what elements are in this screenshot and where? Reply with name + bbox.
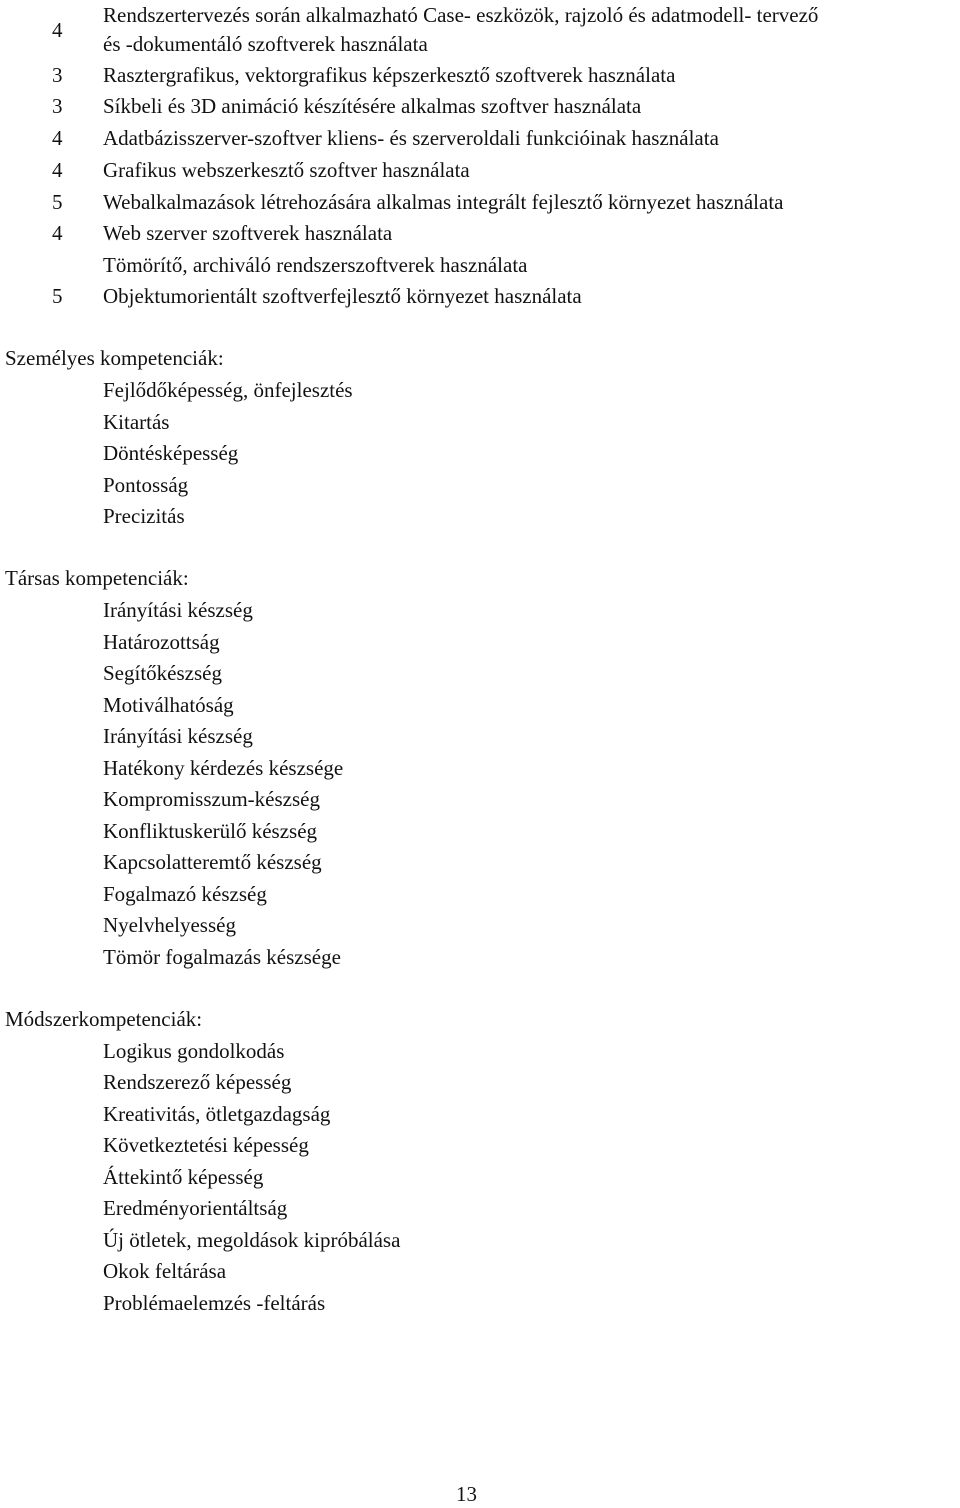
list-item: Döntésképesség bbox=[103, 441, 239, 465]
list-item: Következtetési képesség bbox=[103, 1133, 309, 1157]
skill-text: Rasztergrafikus, vektorgrafikus képszerkesztő szoftverek használata bbox=[103, 63, 676, 87]
page-number: 13 bbox=[456, 1482, 477, 1506]
skill-text: Adatbázisszerver-szoftver kliens- és szerveroldali funkcióinak használata bbox=[103, 126, 719, 150]
list-item: Fejlődőképesség, önfejlesztés bbox=[103, 378, 353, 402]
skill-text: Rendszertervezés során alkalmazható Case- eszközök, rajzoló és adatmodell- tervező bbox=[103, 3, 819, 27]
skill-level: 5 bbox=[52, 284, 63, 308]
skill-level: 4 bbox=[52, 221, 63, 245]
list-item: Határozottság bbox=[103, 630, 220, 654]
list-item: Új ötletek, megoldások kipróbálása bbox=[103, 1228, 401, 1252]
table-row bbox=[0, 155, 960, 186]
list-item: Áttekintő képesség bbox=[103, 1165, 264, 1189]
list-item: Logikus gondolkodás bbox=[103, 1039, 285, 1063]
section-heading: Módszerkompetenciák: bbox=[5, 1007, 203, 1031]
skill-level: 4 bbox=[52, 18, 63, 42]
list-item: Tömör fogalmazás készsége bbox=[103, 945, 341, 969]
list-item: Okok feltárása bbox=[103, 1259, 227, 1283]
skill-level: 4 bbox=[52, 158, 63, 182]
list-item: Nyelvhelyesség bbox=[103, 913, 236, 937]
table-row bbox=[0, 91, 960, 122]
list-item: Konfliktuskerülő készség bbox=[103, 819, 318, 843]
list-item: Segítőkészség bbox=[103, 661, 222, 685]
table-row bbox=[0, 187, 960, 218]
list-item: Fogalmazó készség bbox=[103, 882, 267, 906]
list-item: Problémaelemzés -feltárás bbox=[103, 1291, 326, 1315]
table-row bbox=[0, 218, 960, 249]
list-item: Eredményorientáltság bbox=[103, 1196, 288, 1220]
list-item: Pontosság bbox=[103, 473, 189, 497]
list-item: Irányítási készség bbox=[103, 724, 253, 748]
section-heading: Személyes kompetenciák: bbox=[5, 346, 224, 370]
skill-text: Webalkalmazások létrehozására alkalmas integrált fejlesztő környezet használata bbox=[103, 190, 784, 214]
list-item: Irányítási készség bbox=[103, 598, 253, 622]
list-item: Motiválhatóság bbox=[103, 693, 234, 717]
list-item: Rendszerező képesség bbox=[103, 1070, 292, 1094]
skill-text: és -dokumentáló szoftverek használata bbox=[103, 32, 428, 56]
list-item: Hatékony kérdezés készsége bbox=[103, 756, 344, 780]
skill-text: Objektumorientált szoftverfejlesztő környezet használata bbox=[103, 284, 582, 308]
list-item: Kapcsolatteremtő készség bbox=[103, 850, 322, 874]
skill-level: 4 bbox=[52, 126, 63, 150]
skill-text: Web szerver szoftverek használata bbox=[103, 221, 393, 245]
table-row bbox=[0, 281, 960, 312]
table-row bbox=[0, 250, 960, 281]
list-item: Precizitás bbox=[103, 504, 185, 528]
table-row bbox=[0, 123, 960, 154]
skill-level: 3 bbox=[52, 94, 63, 118]
skill-text: Síkbeli és 3D animáció készítésére alkalmas szoftver használata bbox=[103, 94, 642, 118]
skill-text: Tömörítő, archiváló rendszerszoftverek használata bbox=[103, 253, 528, 277]
section-heading: Társas kompetenciák: bbox=[5, 566, 189, 590]
skill-level: 3 bbox=[52, 63, 63, 87]
list-item: Kompromisszum-készség bbox=[103, 787, 320, 811]
skill-text: Grafikus webszerkesztő szoftver használata bbox=[103, 158, 470, 182]
skill-level: 5 bbox=[52, 190, 63, 214]
list-item: Kreativitás, ötletgazdagság bbox=[103, 1102, 331, 1126]
table-row bbox=[0, 60, 960, 91]
list-item: Kitartás bbox=[103, 410, 170, 434]
